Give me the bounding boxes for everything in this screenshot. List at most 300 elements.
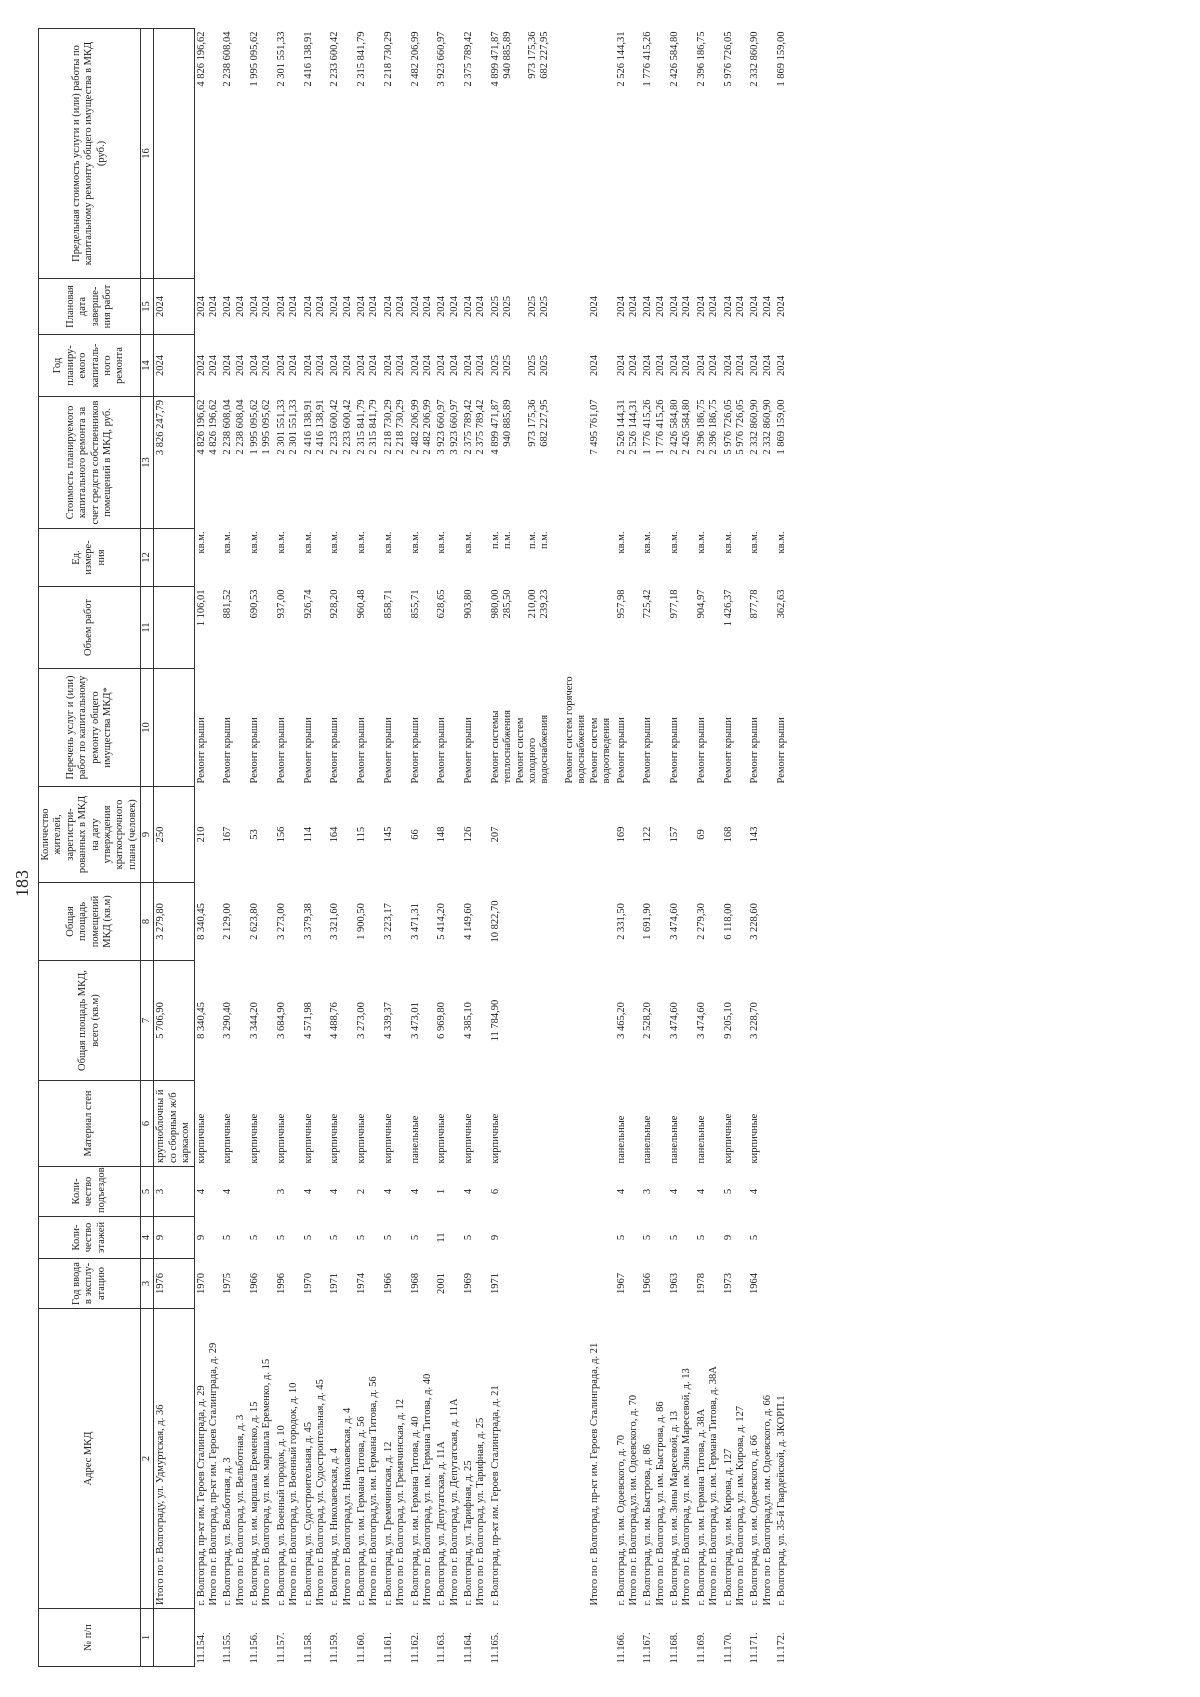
year-built: 1968 <box>409 1273 421 1294</box>
end-year-line: 2024 <box>436 296 448 317</box>
address-line <box>564 1312 576 1606</box>
residents: 168 <box>722 826 734 843</box>
address <box>615 1309 642 1609</box>
wall-material: кирпичные <box>436 1113 448 1164</box>
row-number: 11.154. <box>195 1632 207 1664</box>
header-cell: Перечень услуг и (или) работ по капитальному ремонту общего имущества МКД* <box>39 669 141 787</box>
limit-cost <box>409 29 436 279</box>
cost-line: 2 396 186,75 <box>708 399 720 455</box>
capital-repair-table <box>38 28 789 1667</box>
floors: 5 <box>249 1234 260 1241</box>
floors: 5 <box>695 1234 707 1241</box>
floors: 5 <box>329 1234 341 1241</box>
end-year <box>409 279 436 335</box>
floors: 5 <box>463 1234 474 1241</box>
limit-cost <box>435 29 462 279</box>
year-built: 1970 <box>302 1273 314 1294</box>
limit-cost-line: 2 416 138,91 <box>302 31 314 87</box>
unit: кв.м. <box>275 531 287 554</box>
works <box>302 669 329 787</box>
cell <box>154 529 194 587</box>
cost-line: 2 426 584,80 <box>681 399 693 455</box>
residents: 157 <box>669 826 680 843</box>
wall-material: панельные <box>695 1115 707 1164</box>
address <box>462 1309 489 1609</box>
end-year-line: 2024 <box>249 296 260 317</box>
limit-cost-line: 2 375 789,42 <box>463 31 474 87</box>
end-year-line: 2024 <box>695 296 707 317</box>
plan-year-line: 2024 <box>314 355 326 376</box>
plan-year <box>328 335 355 397</box>
end-year-line: 2024 <box>669 296 680 317</box>
entrances: 6 <box>489 1188 501 1195</box>
cost <box>275 397 302 529</box>
works-line: Ремонт крыши <box>329 717 341 784</box>
works-line: Ремонт крыши <box>222 717 234 784</box>
cell <box>154 669 194 787</box>
column-number: 14 <box>141 335 154 397</box>
end-year-line: 2025 <box>526 296 538 317</box>
row-number: 11.155. <box>222 1632 234 1664</box>
plan-year-line: 2024 <box>234 355 246 376</box>
unit: кв.м. <box>695 531 707 554</box>
plan-year-line: 2024 <box>627 355 639 376</box>
end-year-line: 2024 <box>302 296 314 317</box>
plan-year-line: 2024 <box>329 355 341 376</box>
residents: 250 <box>154 787 194 883</box>
address-line: Итого по г. Волгоград, ул. им. Быстрова, д. 86 <box>654 1401 666 1606</box>
header-cell: Плановая дата заверше- ния работ <box>39 279 141 335</box>
cost-line: 3 923 660,97 <box>448 399 460 455</box>
entrances: 4 <box>463 1188 474 1195</box>
work-volume: 960,48 <box>356 589 367 619</box>
plan-year-line <box>552 338 564 394</box>
end-year-line: 2024 <box>749 296 761 317</box>
end-year <box>668 279 695 335</box>
table-row <box>722 29 749 1667</box>
floors: 5 <box>222 1234 234 1241</box>
address-line <box>502 1312 514 1606</box>
cost-line: 2 526 144,31 <box>627 399 639 455</box>
limit-cost-line <box>235 32 247 276</box>
header-cell: Объем работ <box>39 587 141 669</box>
residents: 122 <box>642 826 654 843</box>
limit-cost-line: 4 899 471,87 <box>489 31 501 87</box>
floors: 5 <box>275 1234 287 1241</box>
limit-cost-line <box>628 32 640 276</box>
entrances: 4 <box>329 1188 341 1195</box>
works-line <box>449 672 461 784</box>
unit-line: п.м. <box>526 531 538 550</box>
unit-line: п.м. <box>489 531 501 550</box>
address-line: Итого по г. Волгоград, ул. Депутатская, д. 11А <box>448 1398 460 1606</box>
works <box>748 669 775 787</box>
address <box>775 1309 789 1609</box>
address-line: Итого по г. Волгоград, ул. Вельботная, д. 3 <box>234 1414 246 1606</box>
total-area: 3 273,00 <box>356 1002 367 1039</box>
wall-material: панельные <box>409 1115 421 1164</box>
premises-area: 2 623,80 <box>249 903 260 940</box>
cost-line: 1 776 415,26 <box>654 399 666 455</box>
end-year-line: 2024 <box>288 296 300 317</box>
address-line: г. Волгоград, ул. Николаевская, д. 4 <box>329 1447 341 1606</box>
address-line <box>527 1312 539 1606</box>
row-number: 11.165. <box>489 1632 501 1664</box>
limit-cost-line: 1 995 095,62 <box>249 31 260 87</box>
cost <box>615 397 642 529</box>
works-line <box>395 672 407 784</box>
works-line: Ремонт крыши <box>275 717 287 784</box>
work-volume: 855,71 <box>409 589 421 619</box>
end-year <box>641 279 668 335</box>
total-area: 3 473,01 <box>409 1002 421 1039</box>
end-year-line: 2024 <box>722 296 734 317</box>
works-line <box>475 672 487 784</box>
works <box>775 669 789 787</box>
address <box>328 1309 355 1609</box>
address-line: Итого по г. Волгоград, ул. им. Кирова, д. 127 <box>734 1405 746 1606</box>
cost <box>302 397 329 529</box>
work-volume: 928,20 <box>329 589 341 619</box>
cost-line <box>576 400 588 526</box>
total-area: 3 474,60 <box>669 1002 680 1039</box>
year-built: 1971 <box>489 1273 501 1294</box>
year-built: 1970 <box>195 1273 207 1294</box>
table-row <box>695 29 722 1667</box>
end-year-line: 2024 <box>615 296 627 317</box>
plan-year-line: 2024 <box>681 355 693 376</box>
residents: 167 <box>222 826 234 843</box>
column-number: 12 <box>141 529 154 587</box>
limit-cost-line <box>708 32 720 276</box>
total-area: 4 488,76 <box>329 1002 341 1039</box>
plan-year-line: 2024 <box>475 355 487 376</box>
work-volume: 1 426,37 <box>722 589 734 627</box>
cost-line: 2 238 608,04 <box>222 399 234 455</box>
work-volume-line: 285,50 <box>502 589 514 619</box>
cost <box>722 397 749 529</box>
end-year-line: 2024 <box>463 296 474 317</box>
unit: кв.м. <box>615 531 627 554</box>
cost-line <box>552 400 564 526</box>
works-line <box>368 672 380 784</box>
cost-line: 2 526 144,31 <box>615 399 627 455</box>
floors: 5 <box>669 1234 680 1241</box>
limit-cost-line <box>449 32 461 276</box>
limit-cost-line <box>208 32 220 276</box>
unit: кв.м. <box>382 531 394 554</box>
cost-line: 1 776 415,26 <box>642 399 654 455</box>
floors: 11 <box>436 1232 448 1243</box>
year-built: 1967 <box>615 1273 627 1294</box>
plan-year-line: 2024 <box>195 355 207 376</box>
wall-material: кирпичные <box>489 1113 501 1164</box>
limit-cost-line: 2 332 860,90 <box>749 31 761 87</box>
plan-year-line <box>576 338 588 394</box>
row-number: 11.156. <box>249 1632 260 1664</box>
total-area: 3 290,40 <box>222 1002 234 1039</box>
works <box>435 669 462 787</box>
end-year <box>748 279 775 335</box>
limit-cost <box>668 29 695 279</box>
plan-year-line: 2024 <box>463 355 474 376</box>
address-line: Итого по г. Волгоград, ул. Военный городок, д. 10 <box>288 1382 300 1606</box>
premises-area: 1 691,90 <box>642 903 654 940</box>
cost-line: 2 233 600,42 <box>341 399 353 455</box>
year-built: 2001 <box>436 1273 448 1294</box>
works-line <box>261 672 273 784</box>
address-line: г. Волгоград, ул. им. Германа Титова, д. 56 <box>356 1416 367 1606</box>
year-built: 1969 <box>463 1273 474 1294</box>
total-area: 11 784,90 <box>489 999 501 1042</box>
plan-year <box>248 335 275 397</box>
row-number: 11.161. <box>382 1632 394 1664</box>
total-area: 3 474,60 <box>695 1002 707 1039</box>
end-year-line: 2024 <box>234 296 246 317</box>
works-line: Ремонт систем холодного водоснабжения <box>514 714 551 784</box>
total-area: 5 706,90 <box>154 961 194 1081</box>
header-cell: Ед. измере- ния <box>39 529 141 587</box>
cost-line: 2 301 551,33 <box>288 399 300 455</box>
year-built: 1974 <box>356 1273 367 1294</box>
address <box>275 1309 302 1609</box>
limit-cost-line <box>342 32 354 276</box>
wall-material: кирпичные <box>356 1113 367 1164</box>
floors: 5 <box>302 1234 314 1241</box>
works <box>382 669 409 787</box>
works-line <box>288 672 300 784</box>
premises-area: 3 379,38 <box>302 903 314 940</box>
cost-line <box>515 400 527 526</box>
cost-line: 3 923 660,97 <box>436 399 448 455</box>
total-area: 9 205,10 <box>722 1002 734 1039</box>
unit: кв.м. <box>776 531 787 554</box>
plan-year-line: 2024 <box>749 355 761 376</box>
works <box>409 669 436 787</box>
plan-year-line: 2024 <box>222 355 234 376</box>
table-row <box>435 29 462 1667</box>
table-row <box>668 29 695 1667</box>
plan-year-line: 2024 <box>761 355 773 376</box>
unit: кв.м. <box>302 531 314 554</box>
plan-year-line: 2024 <box>642 355 654 376</box>
works-line: Ремонт крыши <box>642 717 654 784</box>
limit-cost <box>641 29 668 279</box>
cost-line: 4 826 196,62 <box>207 399 219 455</box>
address <box>194 1309 221 1609</box>
row-number: 11.159. <box>329 1632 341 1664</box>
header-cell: Общая площадь помещений МКД (кв.м) <box>39 883 141 961</box>
row-number: 11.158. <box>302 1632 314 1664</box>
works <box>462 669 489 787</box>
limit-cost-line <box>762 32 774 276</box>
cost <box>668 397 695 529</box>
address <box>409 1309 436 1609</box>
limit-cost-line: 2 238 608,04 <box>222 31 234 87</box>
works-line <box>235 672 247 784</box>
limit-cost-line: 2 218 730,29 <box>382 31 394 87</box>
address-line: Итого по г. Волгоград, ул. им. Зины Маресевой, д. 13 <box>681 1368 693 1606</box>
floors <box>775 1217 789 1259</box>
cost-line: 2 482 206,99 <box>409 399 421 455</box>
plan-year <box>615 335 642 397</box>
address-line: г. Волгоград, ул. им. Кирова, д. 127 <box>722 1448 734 1606</box>
entrances: 4 <box>695 1188 707 1195</box>
end-year <box>462 279 489 335</box>
floors: 5 <box>642 1234 654 1241</box>
residents <box>775 787 789 883</box>
plan-year <box>382 335 409 397</box>
cost-line: 973 175,36 <box>526 399 538 447</box>
end-year <box>435 279 462 335</box>
year-built: 1996 <box>275 1273 287 1294</box>
address-line: Итого по г. Волгоград, ул. им. Германа Титова, д. 38А <box>708 1366 720 1606</box>
premises-area: 3 223,17 <box>382 903 394 940</box>
cost-line: 2 332 860,90 <box>749 399 761 455</box>
address <box>695 1309 722 1609</box>
unit: кв.м. <box>356 531 367 554</box>
year-built: 1966 <box>642 1273 654 1294</box>
plan-year <box>435 335 462 397</box>
table-row <box>489 29 615 1667</box>
plan-year-line: 2024 <box>395 355 407 376</box>
address-line: г. Волгоград, ул. 35-й Гвардейской, д. 3КОРП.1 <box>776 1395 787 1606</box>
cost <box>382 397 409 529</box>
year-built: 1973 <box>722 1273 734 1294</box>
cost-line: 682 227,95 <box>539 399 551 447</box>
wall-material <box>775 1081 789 1167</box>
end-year-line: 2024 <box>776 296 787 317</box>
plan-year <box>302 335 329 397</box>
unit: кв.м. <box>722 531 734 554</box>
end-year-line: 2024 <box>275 296 287 317</box>
address <box>221 1309 248 1609</box>
address-line: г. Волгоград, ул. Вельботная, д. 3 <box>222 1457 234 1606</box>
row-number: 11.163. <box>436 1632 448 1664</box>
address-line: г. Волгоград, ул. им. Германа Титова, д. 38А <box>695 1408 707 1606</box>
year-built: 1978 <box>695 1273 707 1294</box>
address-line: Итого по г. Волгоград,ул. Николаевская, д. 4 <box>341 1407 353 1606</box>
column-number: 16 <box>141 29 154 279</box>
table-row <box>302 29 329 1667</box>
end-year-line: 2024 <box>329 296 341 317</box>
address-line: г. Волгоград, пр-кт им. Героев Сталинграда, д. 29 <box>195 1385 207 1606</box>
address-line: г. Волгоград, ул. им. Германа Титова, д. 40 <box>409 1416 421 1606</box>
address-line: Итого по г. Волгоград,ул. им. Одоевского, д. 70 <box>627 1394 639 1606</box>
end-year-line: 2024 <box>654 296 666 317</box>
work-volume: 926,74 <box>302 589 314 619</box>
works-line: Ремонт крыши <box>615 717 627 784</box>
cost-line: 2 315 841,79 <box>368 399 380 455</box>
limit-cost-line: 4 826 196,62 <box>195 31 207 87</box>
column-number: 8 <box>141 883 154 961</box>
residents: 126 <box>463 826 474 843</box>
residents: 115 <box>356 826 367 843</box>
floors: 5 <box>409 1234 421 1241</box>
entrances: 3 <box>154 1167 194 1217</box>
plan-year-line: 2024 <box>356 355 367 376</box>
total-area: 4 571,98 <box>302 1002 314 1039</box>
address-line: г. Волгоград, ул. им. Одоевского, д. 66 <box>749 1435 761 1606</box>
wall-material: кирпичные <box>749 1113 761 1164</box>
plan-year-line: 2024 <box>734 355 746 376</box>
cost-line: 2 332 860,90 <box>761 399 773 455</box>
cost-line: 2 416 138,91 <box>314 399 326 455</box>
end-year-line: 2024 <box>314 296 326 317</box>
end-year <box>722 279 749 335</box>
plan-year-line: 2025 <box>526 355 538 376</box>
end-year-line: 2024 <box>356 296 367 317</box>
table-row <box>275 29 302 1667</box>
header-cell: Коли- чество подъездов <box>39 1167 141 1217</box>
works-line <box>315 672 327 784</box>
cost-line: 2 375 789,42 <box>475 399 487 455</box>
address-line <box>539 1312 551 1606</box>
end-year-line: 2024 <box>368 296 380 317</box>
works-line: Ремонт крыши <box>436 717 448 784</box>
address-line: г. Волгоград, ул. им. Зины Маресевой, д. 13 <box>669 1410 680 1606</box>
premises-area: 4 149,60 <box>463 903 474 940</box>
cost-line: 1 995 095,62 <box>261 399 273 455</box>
works-line: Ремонт крыши <box>776 717 787 784</box>
residents: 145 <box>382 826 394 843</box>
end-year-line: 2024 <box>642 296 654 317</box>
works-line: Ремонт крыши <box>249 717 260 784</box>
premises-area: 3 471,31 <box>409 903 421 940</box>
table-row <box>615 29 642 1667</box>
work-volume: 877,78 <box>749 589 761 619</box>
table-row <box>775 29 789 1667</box>
plan-year-line: 2024 <box>341 355 353 376</box>
cost <box>435 397 462 529</box>
plan-year-line <box>564 338 576 394</box>
residents: 69 <box>695 829 707 840</box>
cost-line: 2 315 841,79 <box>356 399 367 455</box>
works-line: Ремонт крыши <box>722 717 734 784</box>
cost-line: 1 869 159,00 <box>776 399 787 455</box>
works-line <box>762 672 774 784</box>
end-year-line: 2024 <box>382 296 394 317</box>
work-volume: 977,18 <box>669 589 680 619</box>
unit-line: п.м. <box>539 531 551 550</box>
limit-cost-line <box>422 32 434 276</box>
plan-year-line: 2024 <box>249 355 260 376</box>
entrances: 4 <box>382 1188 394 1195</box>
header-cell: Материал стен <box>39 1081 141 1167</box>
table-row <box>221 29 248 1667</box>
header-cell: Год ввода в эксплу- атацию <box>39 1259 141 1309</box>
header-cell: Общая площадь МКД, всего (кв.м) <box>39 961 141 1081</box>
unit: кв.м. <box>669 531 680 554</box>
plan-year-line: 2024 <box>207 355 219 376</box>
limit-cost <box>328 29 355 279</box>
works-line <box>552 672 564 784</box>
total-label: Итого по г. Волгограду, ул. Удмуртская, д. 36 <box>154 1309 194 1609</box>
entrances: 4 <box>409 1188 421 1195</box>
cost <box>695 397 722 529</box>
limit-cost <box>775 29 789 279</box>
plan-year-line: 2024 <box>302 355 314 376</box>
residents: 148 <box>436 826 448 843</box>
cost <box>194 397 221 529</box>
works-line: Ремонт крыши <box>463 717 474 784</box>
entrances: 4 <box>749 1188 761 1195</box>
plan-year-line: 2024 <box>615 355 627 376</box>
work-volume: 858,71 <box>382 589 394 619</box>
works-line <box>208 672 220 784</box>
works-line <box>628 672 640 784</box>
year-built: 1966 <box>382 1273 394 1294</box>
